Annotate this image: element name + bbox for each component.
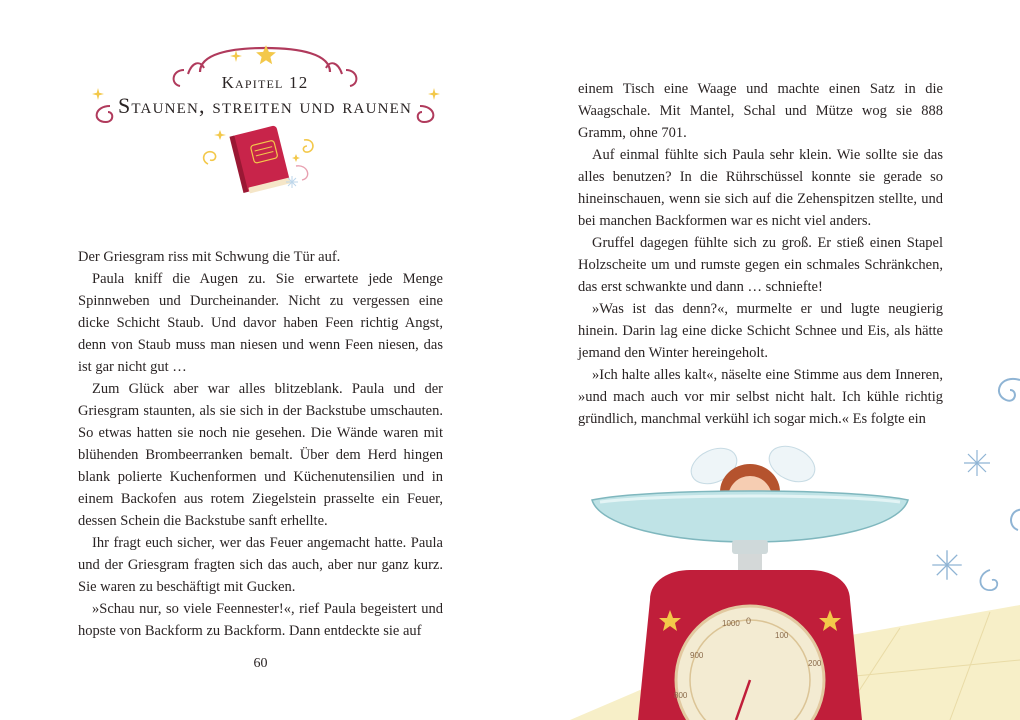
paragraph: Auf einmal fühlte sich Paula sehr klein. Wie sollte sie das alles benutzen? In die Rührschüssel konnte sie gerade so hineinschauen, wenn sie sich auf die Zehenspitzen stellte, und bei manchen Backformen war es nicht viel anders. [578, 147, 943, 229]
page-number: 60 [253, 656, 268, 671]
chapter-header [80, 40, 450, 200]
dial-label: 200 [808, 659, 822, 668]
paragraph: Ihr fragt euch sicher, wer das Feuer angemacht hatte. Paula und der Griesgram fragten sich das auch, aber nur ganz kurz. Sie waren zu beschäftigt mit Gucken. [78, 535, 443, 595]
paragraph: Paula kniff die Augen zu. Sie erwartete jede Menge Spinnweben und Durcheinander. Nicht zu vergessen eine dicke Schicht Staub. Und davor haben Feen richtig Angst, denn von Staub muss man niesen und wenn Feen niesen, das ist gar nicht gut … [78, 271, 443, 375]
right-page [510, 0, 1020, 720]
paragraph: »Was ist das denn?«, murmelte er und lugte neugierig hinein. Darin lag eine dicke Schicht Schnee und Eis, als hätte jemand den Winter hereingeholt. [578, 301, 943, 361]
sparkle-icon [230, 50, 242, 62]
scale-dial-labels [510, 430, 1020, 720]
paragraph: Gruffel dagegen fühlte sich zu groß. Er stieß einen Stapel Holzscheite um und rumste gegen ein schmales Schränkchen, das erst schwankte und dann … schniefte! [578, 235, 943, 295]
chapter-label: Kapitel 12 [221, 73, 309, 92]
paragraph: Zum Glück aber war alles blitzeblank. Paula und der Griesgram staunten, als sie sich in der Backstube umschauten. So etwas hatten sie noch nie gesehen. Die Wände waren mit blühenden Brombeerranken bemalt. Über dem Herd hingen blank polierte Kuchenformen und Küchenutensilien und in einem Backofen aus rotem Ziegelstein prasselte ein Feuer, dessen Schein die Backstube sanft erhellte. [78, 381, 443, 529]
paragraph: »Schau nur, so viele Feennester!«, rief Paula begeistert und hopste von Backform zu Backform. Dann entdeckte sie auf [78, 601, 443, 639]
dial-label: 900 [690, 651, 704, 660]
recipe-book-icon [200, 120, 320, 200]
chapter-title: Staunen, streiten und raunen [117, 93, 413, 118]
dial-label: 800 [674, 691, 688, 700]
dial-label: 0 [746, 616, 752, 626]
left-page-text [78, 246, 443, 642]
paragraph: einem Tisch eine Waage und machte einen Satz in die Waagschale. Mit Mantel, Schal und Mütze wog sie 888 Gramm, ohne 701. [578, 81, 943, 141]
dial-label: 1000 [722, 619, 740, 628]
dial-label: 100 [775, 631, 789, 640]
right-page-text [578, 78, 943, 430]
paragraph: Der Griesgram riss mit Schwung die Tür auf. [78, 249, 341, 265]
star-icon [255, 44, 277, 66]
paragraph: »Ich halte alles kalt«, näselte eine Stimme aus dem Inneren, »und mach auch vor mir selbst nicht halt. Ich kühle richtig gründlich, manchmal verkühl ich sogar mich.« Es folgte ein [578, 367, 943, 427]
